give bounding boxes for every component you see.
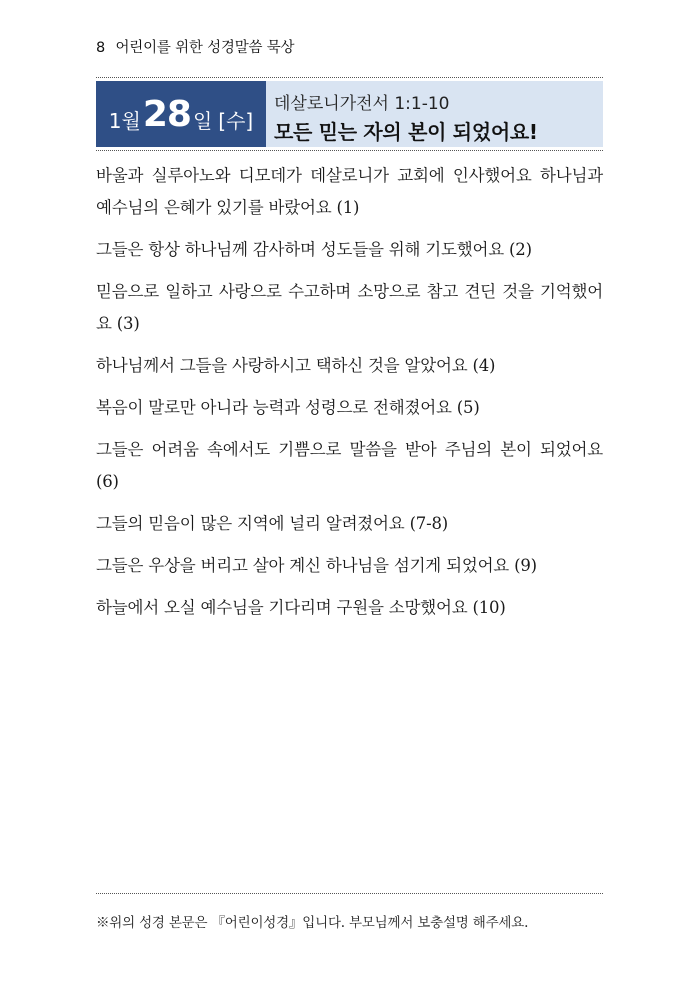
footnote: ※위의 성경 본문은 『어린이성경』입니다. 부모님께서 보충설명 해주세요. — [96, 915, 529, 931]
verse-paragraph: 그들의 믿음이 많은 지역에 널리 알려졌어요 (7-8) — [96, 514, 449, 533]
verse-paragraph: 믿음으로 일하고 사랑으로 수고하며 소망으로 참고 견딘 것을 기억했어요 (3) — [96, 282, 603, 333]
devotion-headline: 모든 믿는 자의 본이 되었어요! — [274, 120, 538, 144]
verse-paragraph: 바울과 실루아노와 디모데가 데살로니가 교회에 인사했어요 하나님과 예수님의 은혜가 있기를 바랐어요 (1) — [96, 166, 603, 217]
verse-paragraph: 그들은 항상 하나님께 감사하며 성도들을 위해 기도했어요 (2) — [96, 240, 532, 259]
footnote-divider — [96, 893, 603, 894]
scripture-reference: 데살로니가전서 1:1-10 — [274, 94, 450, 114]
running-head — [96, 36, 294, 57]
verse-paragraph: 그들은 어려움 속에서도 기쁨으로 말씀을 받아 주님의 본이 되었어요 (6) — [96, 440, 603, 491]
verse-paragraph: 그들은 우상을 버리고 살아 계신 하나님을 섬기게 되었어요 (9) — [96, 556, 537, 575]
verse-paragraph: 하나님께서 그들을 사랑하시고 택하신 것을 알았어요 (4) — [96, 356, 496, 375]
page-number: 8 — [96, 40, 106, 56]
date-block — [96, 81, 266, 147]
verse-paragraph: 복음이 말로만 아니라 능력과 성령으로 전해졌어요 (5) — [96, 398, 480, 417]
devotion-header — [96, 77, 603, 151]
verse-list — [96, 160, 603, 634]
verse-paragraph: 하늘에서 오실 예수님을 기다리며 구원을 소망했어요 (10) — [96, 598, 506, 617]
book-title: 어린이를 위한 성경말씀 묵상 — [115, 40, 295, 56]
date-day: 28 — [142, 93, 191, 135]
title-block — [266, 81, 603, 147]
date-weekday: [수] — [218, 108, 254, 133]
date-month: 1월 — [108, 108, 141, 133]
date-day-suffix: 일 — [192, 108, 213, 133]
